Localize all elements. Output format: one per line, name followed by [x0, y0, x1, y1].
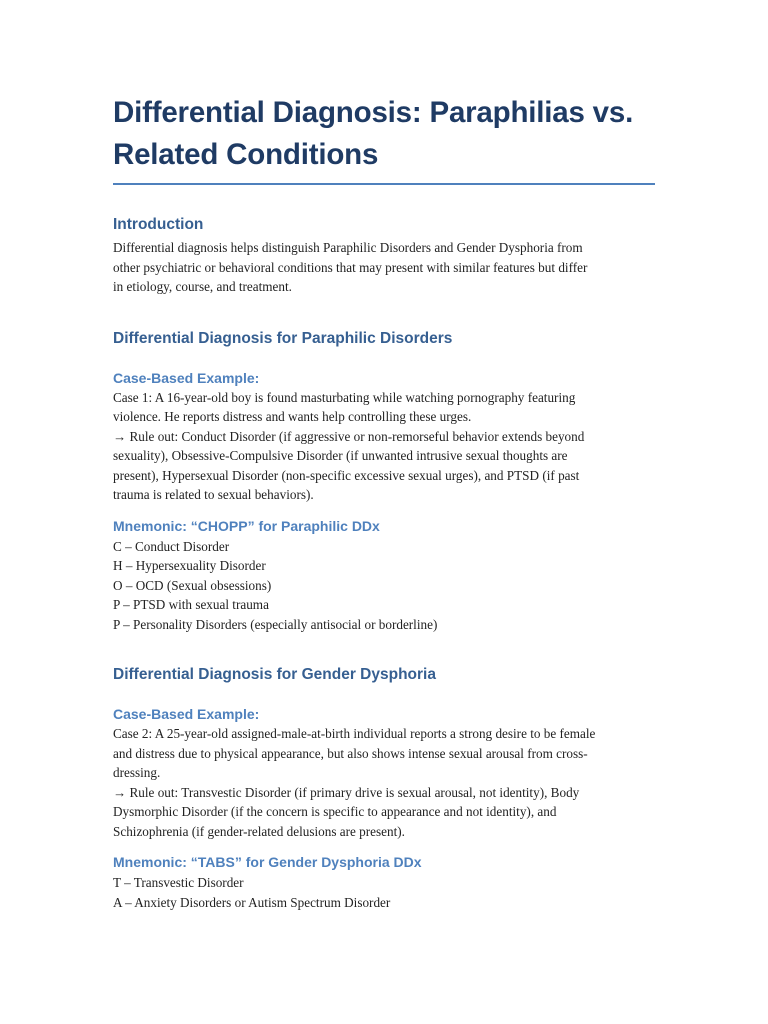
paragraph-line: other psychiatric or behavioral conditions that may present with similar features but differ	[113, 259, 588, 275]
case2-paragraph	[113, 724, 655, 841]
paraphilic-section-heading: Differential Diagnosis for Paraphilic Disorders	[113, 329, 453, 347]
chopp-mnemonic-list	[113, 537, 655, 635]
paragraph-line: sexuality), Obsessive-Compulsive Disorder (if unwanted intrusive sexual thoughts are	[113, 448, 568, 463]
paragraph-line: dressing.	[113, 765, 161, 780]
case1-heading: Case-Based Example:	[113, 369, 260, 386]
paragraph-line: in etiology, course, and treatment.	[113, 279, 292, 294]
chopp-mnemonic-heading: Mnemonic: “CHOPP” for Paraphilic DDx	[113, 517, 380, 534]
list-item: P – Personality Disorders (especially antisocial or borderline)	[113, 616, 438, 632]
tabs-mnemonic-heading: Mnemonic: “TABS” for Gender Dysphoria DDx	[113, 854, 422, 870]
paragraph-line: Differential diagnosis helps distinguish Paraphilic Disorders and Gender Dysphoria from	[113, 240, 583, 255]
title-line: Differential Diagnosis: Paraphilias vs.	[113, 96, 634, 129]
case1-paragraph	[113, 388, 655, 505]
paragraph-line: → Rule out: Transvestic Disorder (if primary drive is sexual arousal, not identity), Body	[113, 784, 580, 800]
case2-heading: Case-Based Example:	[113, 706, 260, 722]
paragraph-line: trauma is related to sexual behaviors).	[113, 487, 314, 502]
paragraph-line: Dysmorphic Disorder (if the concern is specific to appearance and not identity), and	[113, 804, 557, 819]
title-line: Related Conditions	[113, 138, 379, 171]
paragraph-line: Case 1: A 16-year-old boy is found masturbating while watching pornography featuring	[113, 389, 576, 405]
list-item: A – Anxiety Disorders or Autism Spectrum Disorder	[113, 894, 391, 910]
list-item: P – PTSD with sexual trauma	[113, 597, 269, 612]
document-title	[113, 92, 655, 185]
list-item: T – Transvestic Disorder	[113, 875, 244, 890]
paragraph-line: present), Hypersexual Disorder (non-specific excessive sexual urges), and PTSD (if past	[113, 467, 580, 483]
paragraph-line: → Rule out: Conduct Disorder (if aggressive or non-remorseful behavior extends beyond	[113, 428, 585, 444]
tabs-mnemonic-list	[113, 873, 655, 912]
paragraph-line: Case 2: A 25-year-old assigned-male-at-birth individual reports a strong desire to be female	[113, 726, 596, 741]
introduction-paragraph	[113, 238, 655, 297]
introduction-heading: Introduction	[113, 216, 204, 233]
paragraph-line: and distress due to physical appearance, but also shows intense sexual arousal from cross-	[113, 745, 588, 761]
list-item: H – Hypersexuality Disorder	[113, 558, 266, 573]
list-item: C – Conduct Disorder	[113, 538, 230, 554]
gender-dysphoria-section-heading: Differential Diagnosis for Gender Dysphoria	[113, 666, 436, 683]
document-page	[113, 92, 655, 912]
paragraph-line: Schizophrenia (if gender-related delusions are present).	[113, 823, 405, 839]
paragraph-line: violence. He reports distress and wants help controlling these urges.	[113, 409, 472, 424]
list-item: O – OCD (Sexual obsessions)	[113, 577, 272, 593]
